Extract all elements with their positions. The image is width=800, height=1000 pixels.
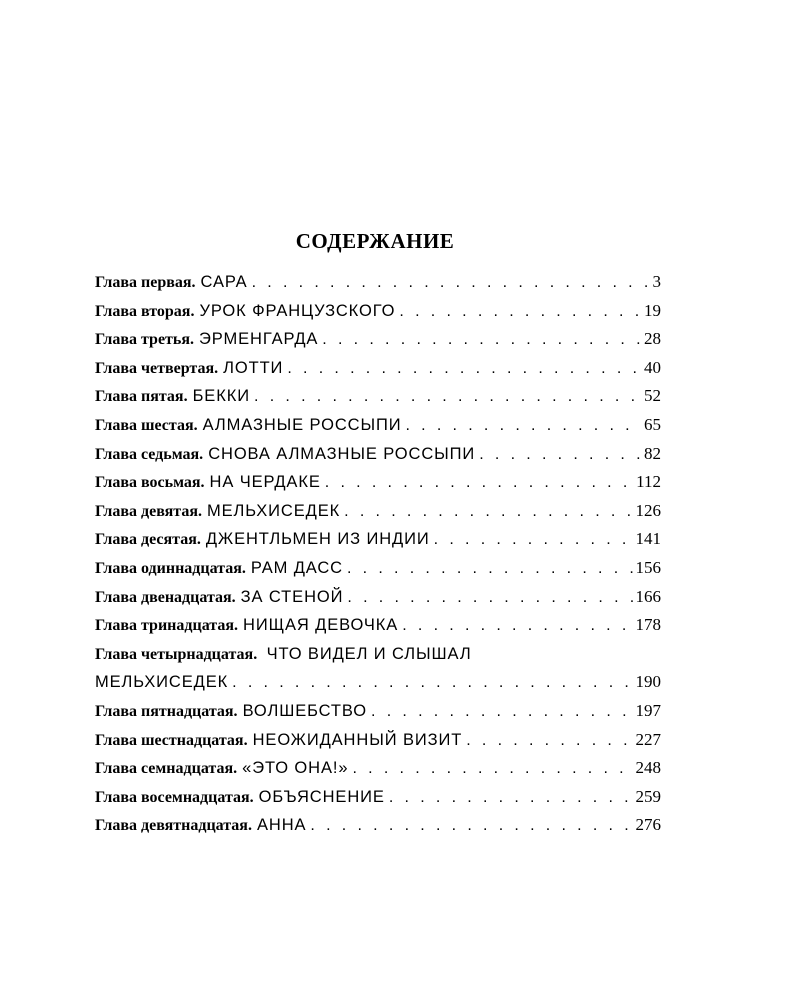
page-number: 82 (644, 443, 661, 463)
dot-leader (462, 727, 633, 755)
dot-leader (475, 441, 642, 469)
dot-leader (228, 669, 633, 697)
chapter-number: Глава седьмая. (95, 445, 204, 463)
page-number: 28 (644, 329, 661, 349)
dot-leader (283, 355, 642, 383)
chapter-number: Глава третья. (95, 331, 195, 349)
chapter-title: АЛМАЗНЫЕ РОССЫПИ (202, 415, 402, 434)
chapter-number: Глава пятнадцатая. (95, 702, 238, 720)
page-number: 126 (635, 500, 661, 520)
chapter-number: Глава первая. (95, 274, 196, 291)
chapter-number: Глава тринадцатая. (95, 617, 238, 635)
toc-entry[interactable] (95, 783, 661, 812)
chapter-number: Глава восьмая. (95, 474, 205, 492)
chapter-title: НИЩАЯ ДЕВОЧКА (243, 616, 399, 635)
chapter-number: Глава семнадцатая. (95, 760, 238, 778)
toc-entry[interactable] (95, 468, 661, 497)
page-number: 65 (644, 414, 661, 434)
chapter-title: «ЭТО ОНА!» (242, 759, 349, 778)
page-number: 40 (644, 357, 661, 377)
page-number: 112 (636, 472, 661, 492)
page-number: 227 (635, 729, 661, 749)
dot-leader (343, 584, 633, 612)
chapter-number: Глава пятая. (95, 388, 188, 406)
chapter-number: Глава девятнадцатая. (95, 817, 252, 835)
dot-leader (398, 612, 633, 640)
chapter-title: ЗА СТЕНОЙ (240, 587, 344, 606)
toc-entry[interactable] (95, 411, 661, 440)
toc-entry[interactable] (95, 554, 661, 583)
toc-entry[interactable] (95, 268, 661, 297)
chapter-title-continued: МЕЛЬХИСЕДЕК (95, 673, 229, 692)
chapter-title: ЧТО ВИДЕЛ И СЛЫШАЛ (266, 644, 472, 663)
chapter-title: ВОЛШЕБСТВО (242, 701, 368, 720)
chapter-title: БЕККИ (192, 387, 250, 406)
dot-leader (430, 526, 634, 554)
dot-leader (248, 269, 651, 297)
chapter-title: НА ЧЕРДАКЕ (209, 473, 321, 492)
page-number: 166 (635, 586, 661, 606)
toc-entry[interactable] (95, 754, 661, 783)
chapter-title: ОБЪЯСНЕНИЕ (258, 787, 385, 806)
toc-entry[interactable] (95, 697, 661, 726)
toc-entry[interactable] (95, 640, 661, 697)
toc-entry[interactable] (95, 440, 661, 469)
chapter-number: Глава девятая. (95, 502, 202, 520)
page-number: 141 (635, 529, 661, 549)
page-number: 19 (644, 300, 661, 320)
toc-entry[interactable] (95, 297, 661, 326)
chapter-number: Глава вторая. (95, 302, 195, 320)
page-number: 259 (635, 786, 661, 806)
chapter-title: ЛОТТИ (223, 358, 284, 377)
dot-leader (395, 298, 642, 326)
chapter-title: МЕЛЬХИСЕДЕК (206, 501, 341, 520)
chapter-title: СНОВА АЛМАЗНЫЕ РОССЫПИ (208, 444, 476, 463)
toc-entry[interactable] (95, 525, 661, 554)
toc-entry[interactable] (95, 611, 661, 640)
chapter-title: НЕОЖИДАННЫЙ ВИЗИТ (252, 730, 463, 749)
dot-leader (367, 698, 633, 726)
page-number: 248 (635, 758, 661, 778)
dot-leader (321, 469, 634, 497)
toc-entry[interactable] (95, 726, 661, 755)
chapter-number: Глава восемнадцатая. (95, 788, 254, 806)
chapter-number: Глава двенадцатая. (95, 588, 236, 606)
dot-leader (306, 812, 633, 840)
toc-entry[interactable] (95, 325, 661, 354)
chapter-title: ЭРМЕНГАРДА (199, 330, 319, 349)
chapter-number: Глава шестая. (95, 416, 198, 434)
dot-leader (385, 784, 634, 812)
page-number: 197 (635, 700, 661, 720)
toc-entry[interactable] (95, 497, 661, 526)
chapter-title: АННА (256, 816, 307, 835)
dot-leader (318, 326, 642, 354)
dot-leader (401, 412, 642, 440)
chapter-title: РАМ ДАСС (250, 558, 343, 577)
page-number: 3 (652, 272, 661, 291)
page-number: 156 (635, 557, 661, 577)
dot-leader (343, 555, 634, 583)
page-number: 190 (635, 672, 661, 692)
page-number: 52 (644, 386, 661, 406)
chapter-number: Глава десятая. (95, 531, 201, 549)
dot-leader (348, 755, 633, 783)
chapter-number: Глава четвертая. (95, 359, 219, 377)
chapter-number: Глава шестнадцатая. (95, 731, 248, 749)
toc-entry[interactable] (95, 583, 661, 612)
toc-entry[interactable] (95, 382, 661, 411)
dot-leader (340, 498, 633, 526)
chapter-title: УРОК ФРАНЦУЗСКОГО (199, 301, 396, 320)
table-of-contents (95, 268, 661, 840)
page-number: 276 (635, 815, 661, 835)
dot-leader (250, 383, 642, 411)
chapter-title: ДЖЕНТЛЬМЕН ИЗ ИНДИИ (205, 530, 430, 549)
toc-entry[interactable] (95, 811, 661, 840)
page-number: 178 (635, 615, 661, 635)
toc-entry[interactable] (95, 354, 661, 383)
chapter-title: САРА (200, 273, 248, 291)
chapter-number: Глава четырнадцатая. (95, 645, 258, 663)
chapter-number: Глава одиннадцатая. (95, 559, 246, 577)
page-title: СОДЕРЖАНИЕ (295, 229, 455, 253)
